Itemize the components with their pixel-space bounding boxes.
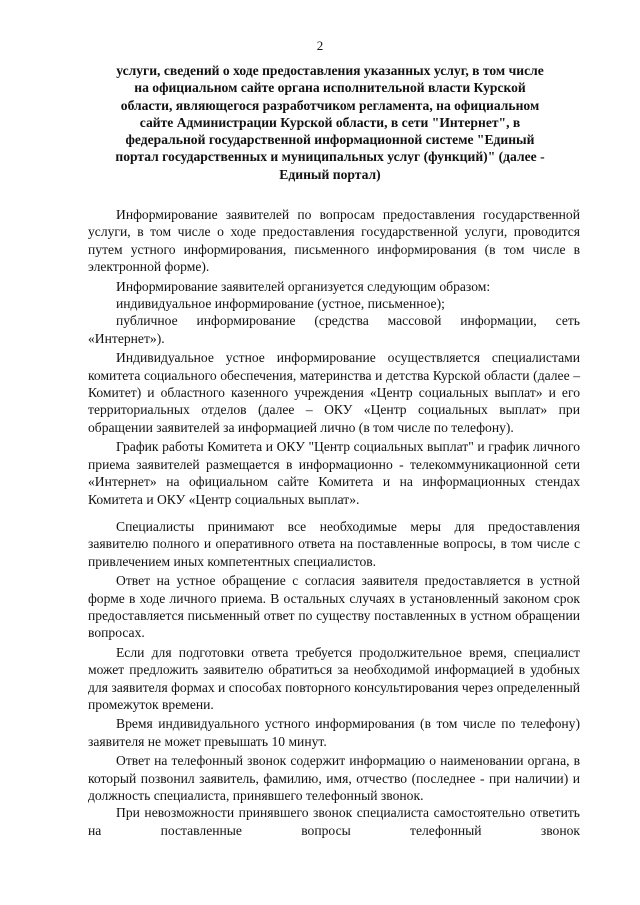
paragraph-individual-informing: индивидуальное информирование (устное, письменное); [116, 296, 445, 312]
paragraph-specialists-measures: Специалисты принимают все необходимые меры для предоставления заявителю полного и оперативного ответа на поставленные вопросы, в том числе с привлечением иных компетентных специалистов. [88, 518, 580, 569]
heading-line: федеральной государственной информационной системе "Единый [125, 132, 535, 148]
heading-line: Единый портал) [279, 166, 381, 182]
document-body [88, 206, 580, 841]
paragraph-time-limit: Время индивидуального устного информирования (в том числе по телефону) заявителя не может превышать 10 минут. [88, 716, 580, 749]
section-heading [80, 62, 580, 183]
paragraph-phone-redirect: При невозможности принявшего звонок специалиста самостоятельно ответить на поставленные вопросы телефонный звонок [88, 805, 580, 838]
heading-line: сайте Администрации Курской области, в сети "Интернет", в [139, 114, 521, 130]
heading-line: области, являющегося разработчиком регламента, на официальном [120, 97, 540, 113]
paragraph-public-informing: публичное информирование (средства массовой информации, сеть «Интернет»). [88, 313, 580, 346]
paragraph-phone-answer: Ответ на телефонный звонок содержит информацию о наименовании органа, в который позвонил заявитель, фамилию, имя, отчество (последнее - при наличии) и должность специалиста, принявшего телефонный звонок. [88, 753, 580, 803]
heading-line: портал государственных и муниципальных услуг (функций)" (далее - [115, 149, 545, 165]
heading-line: на официальном сайте органа исполнительной власти Курской [134, 80, 526, 96]
paragraph-work-schedule: График работы Комитета и ОКУ "Центр социальных выплат" и график личного приема заявителей размещается в информационно - телекоммуникационной сети «Интернет» на официальном сайте Комитета и на информационных стендах Комитета и ОКУ «Центр социальных выплат». [88, 439, 580, 507]
paragraph-informing-organization: Информирование заявителей организуется следующим образом: [116, 278, 491, 294]
paragraph-long-preparation: Если для подготовки ответа требуется продолжительное время, специалист может предложить заявителю обратиться за необходимой информацией в удобных для заявителя формах и способах повторного консультирования через определенный промежуток времени. [88, 644, 581, 712]
page-number: 2 [316, 38, 324, 53]
paragraph-oral-response: Ответ на устное обращение с согласия заявителя предоставляется в устной форме в ходе личного приема. В остальных случаях в установленный законом срок предоставляется письменный ответ по существу поставленных в устном обращении вопросах. [88, 573, 580, 641]
paragraph-individual-oral-informing: Индивидуальное устное информирование осуществляется специалистами комитета социального обеспечения, материнства и детства Курской области (далее – Комитет) и областного казенного учреждения «Центр социальных выплат» и его территориальных отделов (далее – ОКУ «Центр социальных выплат» при обращении заявителей за информацией лично (в том числе по телефону). [88, 350, 580, 435]
heading-line: услуги, сведений о ходе предоставления указанных услуг, в том числе [116, 63, 544, 78]
paragraph-informing-scope: Информирование заявителей по вопросам предоставления государственной услуги, в том числе о ходе предоставления государственной услуги, проводится путем устного информирования, письменного информирования (в том числе в электронной форме). [88, 207, 580, 275]
